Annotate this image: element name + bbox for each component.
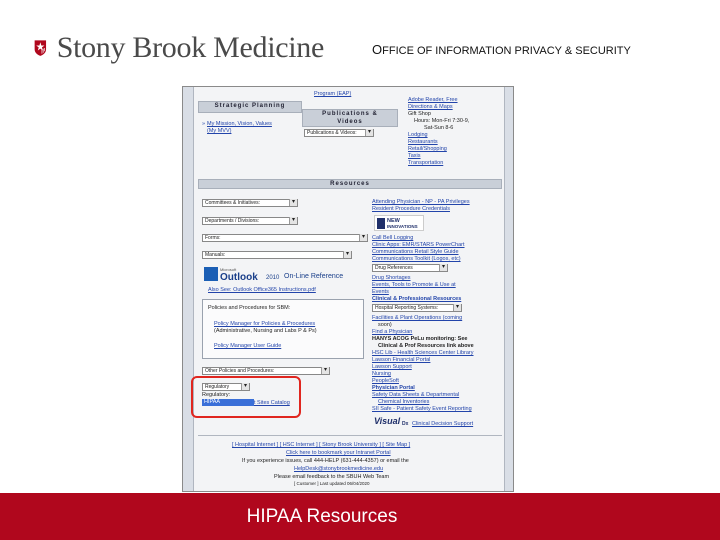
call-bell-link[interactable]: Call Bell Logging [372,235,414,241]
new-innovations-line2: INNOVATIONS [387,224,418,229]
lawson-support-link[interactable]: Lawson Support [372,364,412,370]
toolkit-link[interactable]: Communications Toolkit (Logos, etc) [372,256,461,262]
other-policies-select[interactable]: Other Policies and Procedures: ▾ [202,367,330,375]
program-eap-link[interactable]: Program (EAP) [314,91,352,97]
clinical-resources-link[interactable]: Clinical & Professional Resources [372,296,462,302]
hanys-sub: Clinical & Prof Resources link above [378,343,474,349]
adobe-link[interactable]: Adobe Reader, Free [408,97,458,103]
mission-link[interactable]: My Mission, Vision, Values [207,121,272,127]
visualdx-logo[interactable]: Visual [374,416,401,426]
resident-procedure-link[interactable]: Resident Procedure Credentials [372,206,450,212]
gift-hours-weekend: Sat-Sun 8-6 [424,125,454,131]
physician-portal-link[interactable]: Physician Portal [372,385,415,391]
intranet-page [193,87,505,492]
restaurants-link[interactable]: Restaurants [408,139,438,145]
gift-shop-label: Gift Shop [408,111,431,117]
publications-videos-header [302,109,398,127]
regulatory-label: Regulatory: [202,392,231,398]
strategic-planning-header [198,101,302,113]
shield-star-icon [34,22,47,74]
hospital-reporting-select[interactable]: Hospital Reporting Systems: ▾ [372,304,462,312]
new-innovations-line1: NEW [387,218,400,224]
helpdesk-link[interactable]: HelpDesk@stonybrookmedicine.edu [294,466,384,472]
outlook-year: 2010 [266,275,280,281]
publications-header-line1: Publications & [322,111,378,117]
resources-label: Resources [330,181,370,187]
lodging-link[interactable]: Lodging [408,132,428,138]
new-innovations-icon [377,218,385,229]
directions-link[interactable]: Directions & Maps [408,104,453,110]
outlook-brand: Outlook [220,272,258,283]
outlook-microsoft-label: Microsoft [220,267,237,272]
bookmark-link[interactable]: Click here to bookmark your Intranet Portal [286,450,391,456]
policy-manager-sub: (Administrative, Nursing and Labs P & Ps) [214,328,317,334]
safety-data-link[interactable]: Safety Data Sheets & Departmental [372,392,460,398]
resources-header [198,179,502,189]
visualdx-dx: Dx [402,421,409,427]
style-guide-link[interactable]: Communications Retail Style Guide [372,249,459,255]
hipaa-option-label: HIPAA [204,399,221,405]
outlook-reference-link[interactable]: On-Line Reference [284,273,344,280]
publications-select[interactable]: Publications & Videos: ▾ [304,129,374,137]
logo-text: Stony Brook Medicine [56,31,324,64]
committees-select[interactable]: Committees & Initiatives: ▾ [202,199,298,207]
policies-title: Policies and Procedures for SBM: [208,305,291,311]
feedback-text: Please email feedback to the SBUH Web Team [274,474,390,480]
gift-hours: Hours: Mon-Fri 7:30-9, [414,118,470,124]
hsc-library-link[interactable]: HSC Lib - Health Sciences Center Library [372,350,474,356]
issues-text: If you experience issues, call 444-HELP (631-444-4357) or email the [242,458,409,464]
sites-catalog-link[interactable]: t Sites Catalog [254,400,290,406]
intranet-screenshot [182,86,514,492]
hipaa-highlight-box [191,376,301,418]
outlook-office365-link[interactable]: Also See: Outlook Office365 Instructions.pdf [208,287,316,293]
lawson-financial-link[interactable]: Lawson Financial Portal [372,357,431,363]
facilities-link[interactable]: Facilities & Plant Operations (coming [372,315,463,321]
hanys-label: HANYS ACOG PeLu monitoring: See [372,336,468,342]
strategic-planning-label: Strategic Planning [214,103,286,109]
nursing-link[interactable]: Nursing [372,371,391,377]
sii-safe-link[interactable]: SII Safe - Patient Safety Event Reporting [372,406,472,412]
taxis-link[interactable]: Taxis [408,153,421,159]
peoplesoft-link[interactable]: PeopleSoft [372,378,399,384]
policy-guide-link[interactable]: Policy Manager User Guide [214,343,282,349]
publications-header-line2: Videos [337,119,363,125]
forms-select[interactable]: Forms: ▾ [202,234,368,242]
attending-physician-link[interactable]: Attending Physician - NP - PA Privileges [372,199,470,205]
find-physician-link[interactable]: Find a Physician [372,329,413,335]
retail-link[interactable]: Retail/Shopping [408,146,447,152]
intranet-footer-divider [198,435,502,436]
drug-references-select[interactable]: Drug References ▾ [372,264,448,272]
events-tools-link[interactable]: Events, Tools to Promote & Use at [372,282,456,288]
stony-brook-medicine-logo [34,22,324,74]
mission-bullet: » [202,121,206,127]
drug-shortages-link[interactable]: Drug Shortages [372,275,411,281]
clinic-apps-link[interactable]: Clinic Apps: EMR/STARS PowerChart [372,242,465,248]
outlook-icon [204,267,218,281]
manuals-select[interactable]: Manuals: ▾ [202,251,352,259]
intranet-footer-links[interactable]: [ Hospital Internet ] [ HSC Internet ] [ Stony Brook University ] [ Site Map ] [232,442,411,448]
new-innovations-logo[interactable] [374,215,424,231]
facilities-soon: soon) [378,322,392,328]
policy-manager-link[interactable]: Policy Manager for Policies & Procedures [214,321,316,327]
slide-title: HIPAA Resources [246,505,398,527]
office-title [372,42,631,57]
footer-bar [0,493,720,540]
chemical-inventories-link[interactable]: Chemical Inventories [378,399,430,405]
regulatory-select[interactable]: Regulatory ▾ [202,383,250,391]
office-title-rest: FFICE OF INFORMATION PRIVACY & SECURITY [382,45,631,57]
departments-select[interactable]: Departments / Divisions: ▾ [202,217,298,225]
transportation-link[interactable]: Transportation [408,160,444,166]
office-title-initial: O [372,42,383,57]
events-link[interactable]: Events [372,289,389,295]
mvv-link[interactable]: (My MVV) [207,128,232,134]
clinical-decision-link[interactable]: Clinical Decision Support [412,421,474,427]
last-updated-text: [ Customer ] Last updated 06/04/2020 [294,481,370,486]
